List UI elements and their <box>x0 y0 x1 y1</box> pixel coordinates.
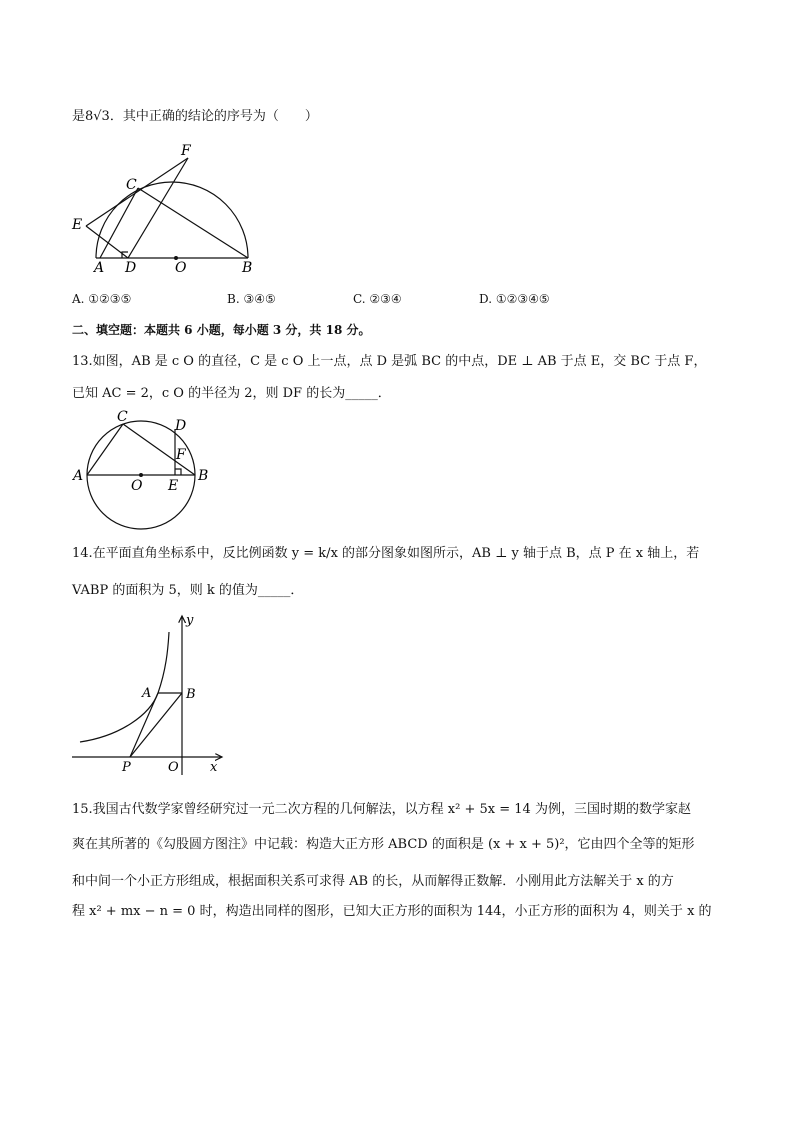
label-e: E <box>168 478 179 494</box>
figure-q14 <box>68 610 228 780</box>
option-d[interactable]: D. ①②③④⑤ <box>479 292 550 306</box>
option-b[interactable]: B. ③④⑤ <box>227 292 276 306</box>
label-a: A <box>73 468 84 484</box>
label-c: C <box>117 409 128 425</box>
label-o: O <box>175 260 187 276</box>
q14-line2: VABP 的面积为 5，则 k 的值为_____． <box>72 583 304 598</box>
label-e: E <box>72 217 83 233</box>
label-c: C <box>126 177 137 193</box>
q13-line1: 13.如图，AB 是 c O 的直径，C 是 c O 上一点，点 D 是弧 BC 的中点，DE ⊥ AB 于点 E，交 BC 于点 F， <box>72 354 707 369</box>
right-angle-mark-e <box>175 469 181 475</box>
label-d: D <box>175 418 187 434</box>
label-y: y <box>186 613 194 628</box>
section-title-fill-in: 二、填空题：本题共 6 小题，每小题 3 分，共 18 分。 <box>72 323 371 337</box>
segment-fd <box>128 158 188 258</box>
label-b: B <box>186 687 196 702</box>
segment-ac <box>87 424 123 475</box>
center-dot-o <box>139 473 143 477</box>
label-a: A <box>142 686 152 701</box>
label-d: D <box>125 260 137 276</box>
q15-line1: 15.我国古代数学家曾经研究过一元二次方程的几何解法，以方程 x² + 5x = 14 为例，三国时期的数学家赵 <box>72 802 691 817</box>
option-c[interactable]: C. ②③④ <box>353 292 402 306</box>
figure-q12 <box>66 140 266 280</box>
figure-q13 <box>70 405 220 530</box>
label-p: P <box>122 760 131 775</box>
segment-cb <box>138 188 248 258</box>
label-a: A <box>94 260 105 276</box>
q12-text-tail: 是8√3．其中正确的结论的序号为（ ） <box>72 109 318 124</box>
semicircle-arc <box>96 182 248 258</box>
q15-line4: 程 x² + mx − n = 0 时，构造出同样的图形，已知大正方形的面积为 144，小正方形的面积为 4，则关于 x 的 <box>72 904 712 919</box>
label-o: O <box>168 760 179 775</box>
q14-line1: 14.在平面直角坐标系中，反比例函数 y = k/x 的部分图象如图所示，AB ⊥ y 轴于点 B，点 P 在 x 轴上，若 <box>72 546 700 561</box>
label-f: F <box>181 143 191 159</box>
q15-line3: 和中间一个小正方形组成，根据面积关系可求得 AB 的长，从而解得正数解．小刚用此方法解关于 x 的方 <box>72 874 674 889</box>
segment-ef <box>86 158 188 226</box>
label-f: F <box>176 447 186 463</box>
segment-bp <box>130 693 182 757</box>
segment-ca <box>100 188 138 258</box>
q15-line2: 爽在其所著的《勾股圆方图注》中记载：构造大正方形 ABCD 的面积是 (x + x + 5)²，它由四个全等的矩形 <box>72 837 695 852</box>
label-b: B <box>242 260 253 276</box>
label-x: x <box>210 760 218 775</box>
segment-ap <box>130 693 158 757</box>
q13-line2: 已知 AC = 2，c O 的半径为 2，则 DF 的长为_____． <box>72 386 391 401</box>
option-a[interactable]: A. ①②③⑤ <box>72 292 132 306</box>
label-b: B <box>198 468 209 484</box>
label-o: O <box>131 478 143 494</box>
